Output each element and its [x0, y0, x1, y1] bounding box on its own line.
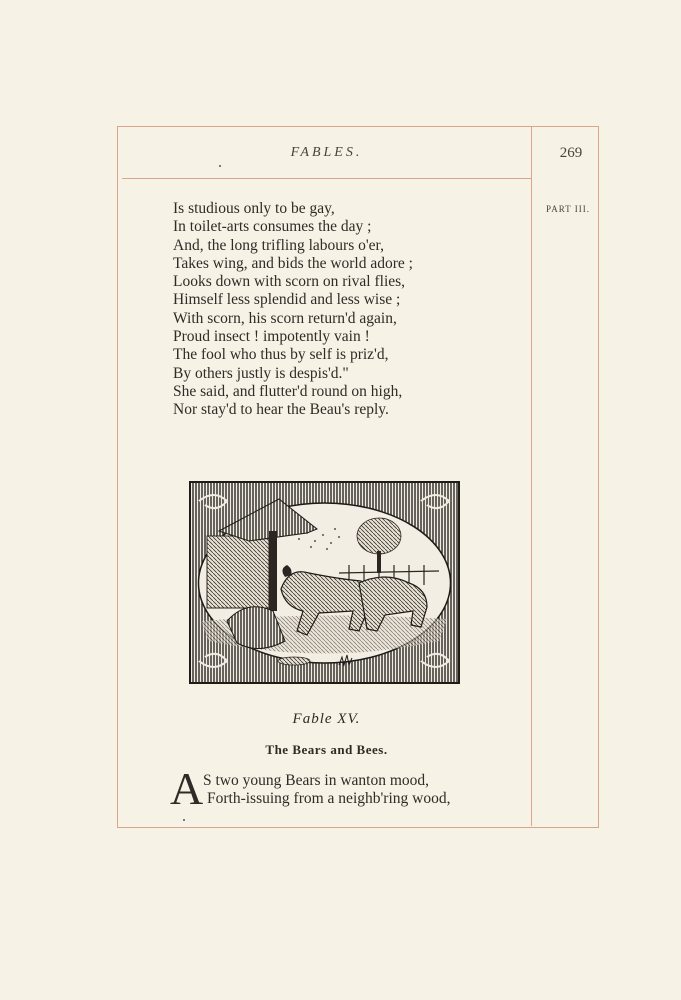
verse-line: Proud insect ! impotently vain !: [173, 328, 370, 346]
verse-line: By others justly is despis'd.": [173, 364, 349, 382]
fable-title: Fable XV.: [292, 711, 361, 727]
fable-subtitle: The Bears and Bees.: [265, 742, 388, 757]
verse-block: [173, 200, 513, 420]
verse-line: Himself less splendid and less wise ;: [173, 291, 401, 309]
tree: [357, 518, 401, 554]
fable-line: Forth-issuing from a neighb'ring wood,: [207, 790, 451, 807]
woodcut-illustration: [189, 481, 460, 684]
running-head: FABLES.: [290, 145, 363, 160]
verse-line: Nor stay'd to hear the Beau's reply.: [173, 401, 389, 419]
page-number: 269: [559, 145, 583, 161]
side-note-part: PART III.: [546, 204, 590, 214]
header-rule: [122, 178, 531, 179]
ink-speck: [183, 819, 185, 821]
verse-line: And, the long trifling labours o'er,: [173, 236, 384, 254]
hut-post: [269, 531, 277, 611]
verse-line: Is studious only to be gay,: [173, 200, 335, 217]
verse-line: With scorn, his scorn return'd again,: [173, 309, 397, 327]
verse-line: In toilet-arts consumes the day ;: [173, 218, 372, 236]
hive-lid: [278, 657, 310, 665]
verse-line: She said, and flutter'd round on high,: [173, 382, 403, 400]
verse-line: Looks down with scorn on rival flies,: [173, 273, 406, 291]
verse-line: The fool who thus by self is priz'd,: [173, 346, 389, 364]
margin-rule: [531, 126, 532, 826]
hut-wall: [207, 536, 269, 608]
verse-line: Takes wing, and bids the world adore ;: [173, 254, 413, 272]
drop-cap: A: [170, 763, 204, 814]
ink-speck: [219, 165, 221, 167]
fable-line: S two young Bears in wanton mood,: [203, 772, 430, 789]
